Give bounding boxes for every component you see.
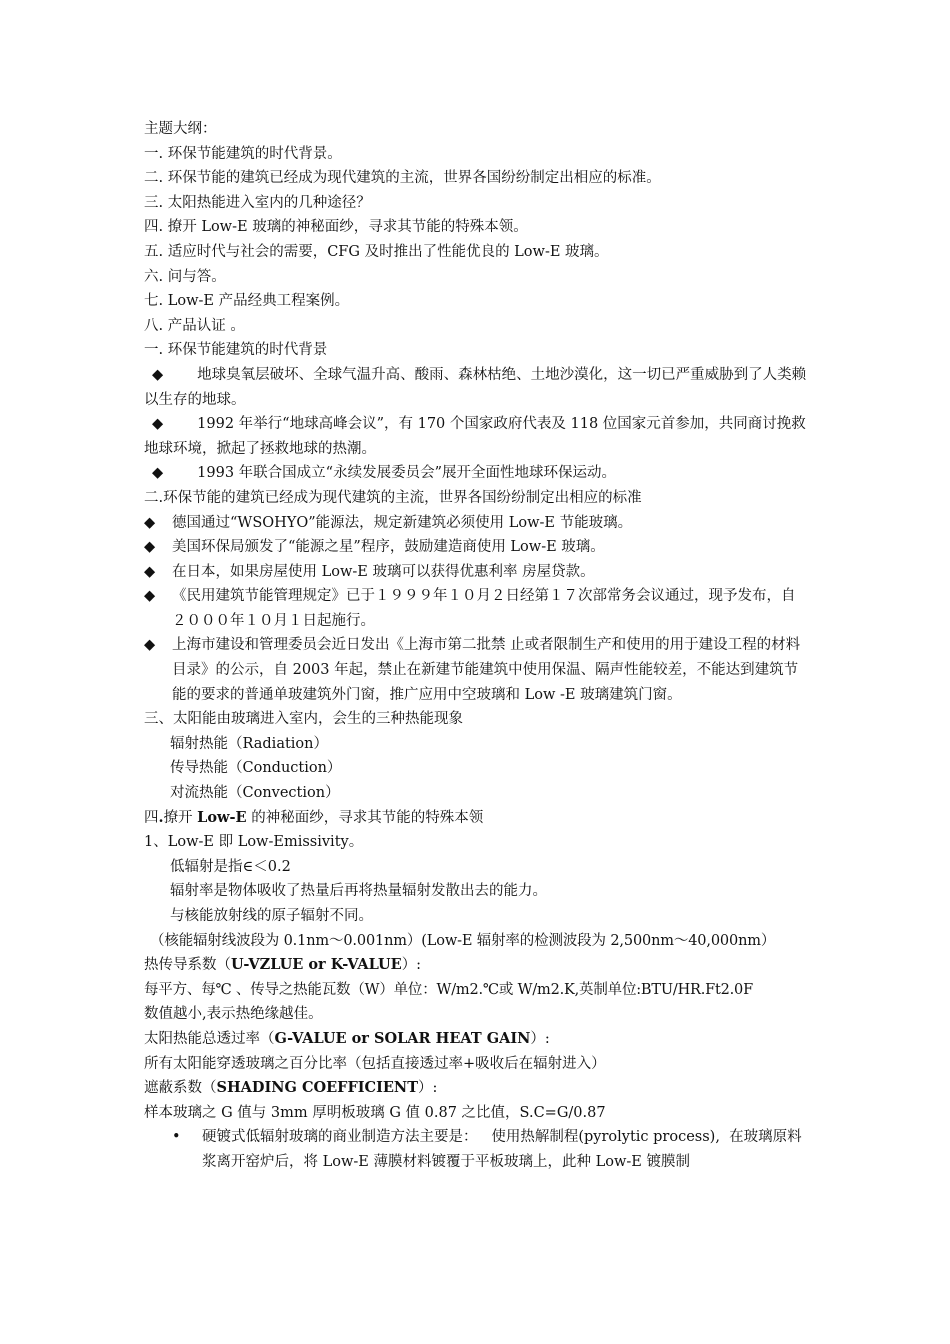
- section-heading: 三、太阳能由玻璃进入室内，会生的三种热能现象: [144, 711, 463, 728]
- paragraph: 数值越小,表示热绝缘越佳。: [144, 1006, 323, 1023]
- list-item: [144, 511, 809, 536]
- diamond-bullet-icon: ◆: [144, 539, 156, 556]
- list-item-text: 硬镀式低辐射玻璃的商业制造方法主要是： 使用热解制程(pyrolytic process), 在玻璃原料浆离开窑炉后，将 Low-E 薄膜材料镀覆于平板玻璃上，此种 Low-E 镀膜制: [202, 1129, 802, 1170]
- term-heading: 热传导系数（U-VZLUE or K-VALUE）:: [144, 956, 422, 974]
- list-item: [144, 1125, 809, 1174]
- list-item: 对流热能（Convection）: [170, 785, 340, 802]
- diamond-bullet-icon: ◆: [144, 563, 156, 580]
- paragraph: 样本玻璃之 G 值与 3mm 厚明板玻璃 G 值 0.87 之比值，S.C=G/0.87: [144, 1104, 606, 1121]
- term-heading: 太阳热能总透过率（G-VALUE or SOLAR HEAT GAIN）:: [144, 1029, 550, 1047]
- list-item-text: 地球臭氧层破坏、全球气温升高、酸雨、森林枯绝、土地沙漠化，这一切已严重威胁到了人类赖以生存的地球。: [144, 366, 807, 408]
- outline-item: 四. 撩开 Low-E 玻璃的神秘面纱，寻求其节能的特殊本领。: [144, 219, 528, 236]
- outline-item: 三. 太阳热能进入室内的几种途径？: [144, 194, 371, 211]
- outline-item: 八. 产品认证 。: [144, 317, 245, 334]
- list-item: 传导热能（Conduction）: [170, 760, 342, 777]
- list-item: [144, 412, 809, 461]
- document-page: [144, 117, 809, 1175]
- paragraph: 与核能放射线的原子辐射不同。: [170, 908, 373, 924]
- diamond-bullet-icon: ◆: [144, 514, 156, 531]
- list-item: [144, 633, 809, 707]
- outline-item: 六. 问与答。: [144, 268, 226, 285]
- section-heading: 一. 环保节能建筑的时代背景: [144, 342, 328, 359]
- list-item-text: 1993 年联合国成立“永续发展委员会”展开全面性地球环保运动。: [197, 465, 616, 482]
- list-item-text: 在日本，如果房屋使用 Low-E 玻璃可以获得优惠利率 房屋贷款。: [172, 563, 595, 580]
- diamond-bullet-icon: ◆: [144, 637, 156, 654]
- list-item: 辐射热能（Radiation）: [170, 735, 328, 752]
- paragraph: 低辐射是指∈＜0.2: [170, 858, 291, 875]
- paragraph: （核能辐射线波段为 0.1nm～0.001nm）(Low-E 辐射率的检测波段为 2,500nm～40,000nm）: [150, 932, 776, 949]
- list-item: [144, 535, 809, 560]
- list-item: [144, 461, 809, 486]
- list-item-text: 《民用建筑节能管理规定》已于１９９９年１０月２日经第１７次部常务会议通过，现予发布，自２０００年１０月１日起施行。: [172, 588, 796, 629]
- outline-item: 一. 环保节能建筑的时代背景。: [144, 145, 342, 162]
- section-heading: 二.环保节能的建筑已经成为现代建筑的主流，世界各国纷纷制定出相应的标准: [144, 489, 642, 506]
- outline-item: 二. 环保节能的建筑已经成为现代建筑的主流，世界各国纷纷制定出相应的标准。: [144, 170, 661, 187]
- paragraph: 所有太阳能穿透玻璃之百分比率（包括直接透过率+吸收后在辐射进入）: [144, 1055, 606, 1072]
- diamond-bullet-icon: ◆: [152, 416, 164, 433]
- paragraph: 1、Low-E 即 Low-Emissivity。: [144, 834, 364, 851]
- diamond-bullet-icon: ◆: [152, 465, 164, 482]
- outline-item: 五. 适应时代与社会的需要，CFG 及时推出了性能优良的 Low-E 玻璃。: [144, 243, 609, 260]
- list-item: [144, 363, 809, 412]
- outline-item: 七. Low-E 产品经典工程案例。: [144, 293, 350, 310]
- outline-title: 主题大纲：: [144, 121, 217, 137]
- list-item: [144, 560, 809, 585]
- list-item: [144, 584, 809, 633]
- list-item-text: 德国通过“WSOHYO”能源法，规定新建筑必须使用 Low-E 节能玻璃。: [172, 514, 633, 531]
- list-item-text: 1992 年举行“地球高峰会议”，有 170 个国家政府代表及 118 位国家元首参加，共同商讨挽救地球环境，掀起了拯救地球的热潮。: [144, 416, 806, 457]
- list-item-text: 上海市建设和管理委员会近日发出《上海市第二批禁 止或者限制生产和使用的用于建设工程的材料目录》的公示，自 2003 年起，禁止在新建节能建筑中使用保温、隔声性能较差，不能达到建筑节能的要求的普通单玻建筑外门窗，推广应用中空玻璃和 Low -E 玻璃建筑门窗。: [172, 637, 801, 703]
- paragraph: 辐射率是物体吸收了热量后再将热量辐射发散出去的能力。: [170, 883, 547, 900]
- dot-bullet-icon: •: [172, 1129, 181, 1146]
- diamond-bullet-icon: ◆: [152, 366, 164, 383]
- list-item-text: 美国环保局颁发了“能源之星”程序，鼓励建造商使用 Low-E 玻璃。: [172, 539, 605, 556]
- section-heading: 四.撩开 Low-E 的神秘面纱，寻求其节能的特殊本领: [144, 808, 484, 826]
- diamond-bullet-icon: ◆: [144, 588, 156, 605]
- term-heading: 遮蔽系数（SHADING COEFFICIENT）:: [144, 1079, 438, 1097]
- paragraph: 每平方、每℃ 、传导之热能瓦数（W）单位：W/m2.℃或 W/m2.K,英制单位:BTU/HR.Ft2.0F: [144, 981, 753, 998]
